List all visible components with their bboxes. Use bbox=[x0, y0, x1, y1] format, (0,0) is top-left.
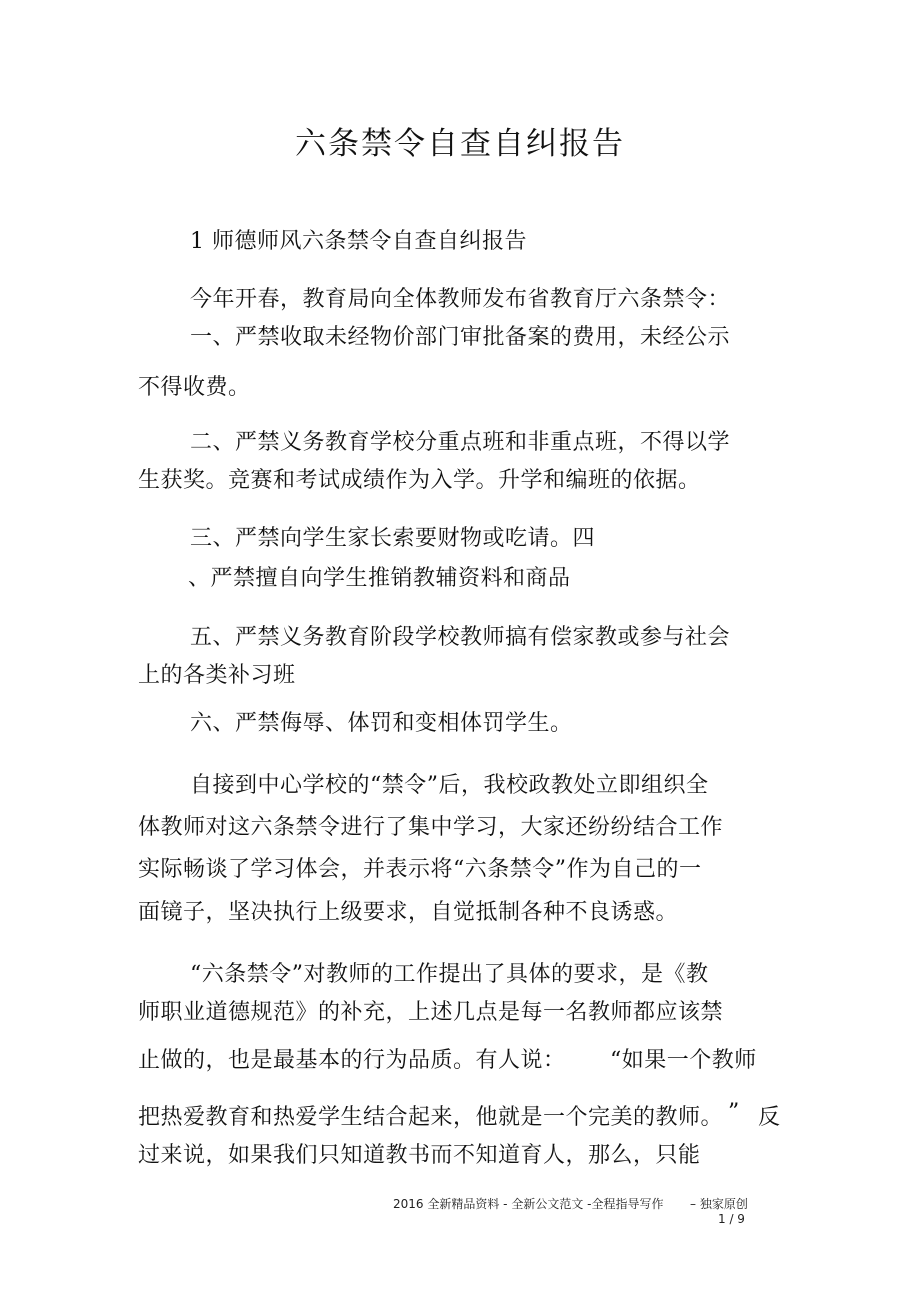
text-line: 一、严禁收取未经物价部门审批备案的费用，未经公示 bbox=[190, 325, 731, 350]
text-line: 体教师对这六条禁令进行了集中学习，大家还纷纷结合工作 bbox=[138, 815, 724, 840]
text-line: 六、严禁侮辱、体罚和变相体罚学生。 bbox=[190, 711, 573, 736]
text-line-quote: “如果一个教师 bbox=[610, 1048, 757, 1073]
text-line: 今年开春，教育局向全体教师发布省教育厅六条禁令： bbox=[190, 287, 731, 312]
text-line: 不得收费。 bbox=[138, 375, 251, 400]
text-line: 二、严禁义务教育学校分重点班和非重点班，不得以学 bbox=[190, 430, 731, 455]
text-line: 三、严禁向学生家长索要财物或吃请。四 bbox=[190, 526, 596, 551]
text-line: 自接到中心学校的“禁令”后，我校政教处立即组织全 bbox=[190, 773, 709, 798]
text-line: 把热爱教育和热爱学生结合起来，他就是一个完美的教师。 bbox=[138, 1105, 724, 1130]
subtitle-line: 1 师德师风六条禁令自查自纠报告 bbox=[190, 229, 527, 254]
text-line-quote-end: ” bbox=[728, 1100, 740, 1125]
page-number: 1 / 9 bbox=[718, 1212, 745, 1226]
text-line: 过来说，如果我们只知道教书而不知道育人，那么，只能 bbox=[138, 1143, 701, 1168]
text-line: 上的各类补习班 bbox=[138, 663, 296, 688]
text-line: “六条禁令”对教师的工作提出了具体的要求，是《教 bbox=[190, 962, 709, 987]
text-line: 师职业道德规范》的补充，上述几点是每一名教师都应该禁 bbox=[138, 1000, 724, 1025]
text-line: 五、严禁义务教育阶段学校教师搞有偿家教或参与社会 bbox=[190, 625, 731, 650]
document-title: 六条禁令自查自纠报告 bbox=[295, 126, 625, 162]
text-line: 面镜子，坚决执行上级要求，自觉抵制各种不良诱惑。 bbox=[138, 900, 679, 925]
footer-original: – 独家原创 bbox=[690, 1197, 748, 1211]
text-line: 生获奖。竞赛和考试成绩作为入学。升学和编班的依据。 bbox=[138, 468, 701, 493]
text-line-fragment: 反 bbox=[758, 1105, 781, 1130]
text-line: 、严禁擅自向学生推销教辅资料和商品 bbox=[188, 566, 571, 591]
footer-source: 2016 全新精品资料 - 全新公文范文 -全程指导写作 bbox=[393, 1197, 664, 1211]
text-line: 止做的，也是最基本的行为品质。有人说： bbox=[138, 1048, 566, 1073]
text-line: 实际畅谈了学习体会，并表示将“六条禁令”作为自己的一 bbox=[138, 857, 702, 882]
